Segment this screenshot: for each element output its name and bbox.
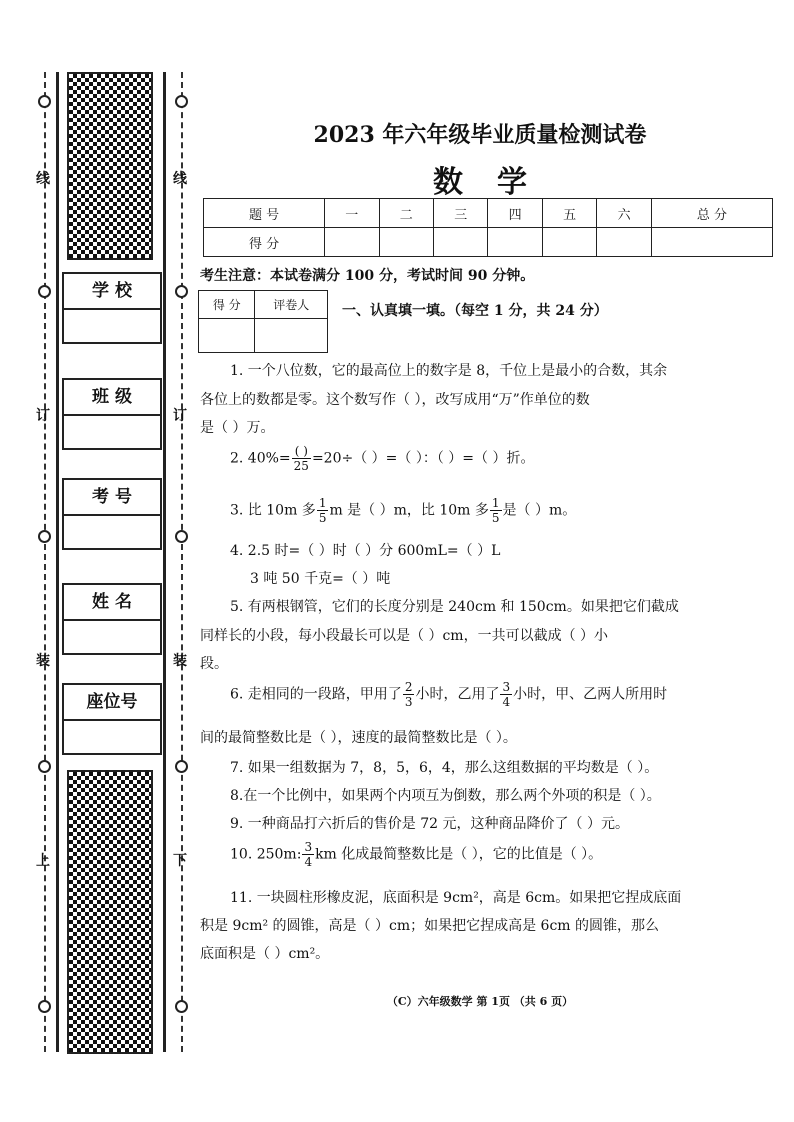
binding-line-outer bbox=[56, 72, 59, 1052]
fraction-denominator: 25 bbox=[293, 459, 309, 473]
question-2-suffix: =20÷（ ）=（ ）：（ ）=（ ）折。 bbox=[311, 450, 535, 467]
exam-number-field[interactable] bbox=[62, 478, 162, 550]
score-cell[interactable] bbox=[597, 228, 651, 257]
question-6-part-b: 小时，乙用了 bbox=[415, 686, 500, 703]
exam-title: 2023 年六年级毕业质量检测试卷 bbox=[313, 122, 647, 148]
grader-name-cell[interactable] bbox=[255, 319, 328, 353]
fraction-numerator: 3 bbox=[304, 840, 313, 854]
question-3 bbox=[230, 496, 576, 525]
binding-char-zhuang-left: 装 bbox=[36, 653, 50, 669]
question-4-line-1: 4. 2.5 时=（ ）时（ ）分 600mL=（ ）L bbox=[230, 543, 501, 559]
question-10-fraction bbox=[302, 840, 314, 869]
score-col-1: 一 bbox=[325, 199, 379, 228]
binding-ring bbox=[175, 1000, 188, 1013]
score-col-2: 二 bbox=[379, 199, 433, 228]
score-cell[interactable] bbox=[651, 228, 772, 257]
score-cell[interactable] bbox=[433, 228, 487, 257]
checker-pattern-top bbox=[67, 72, 153, 260]
score-col-4: 四 bbox=[488, 199, 542, 228]
question-3-fraction-2 bbox=[490, 496, 502, 525]
binding-char-ding-right: 订 bbox=[173, 408, 187, 424]
question-3-part-b: m 是（ ）m，比 10m 多 bbox=[329, 502, 489, 519]
binding-char-shang: 上 bbox=[36, 853, 50, 869]
seat-number-field[interactable] bbox=[62, 683, 162, 755]
binding-char-xia: 下 bbox=[173, 853, 187, 869]
question-6-part-c: 小时，甲、乙两人所用时 bbox=[513, 686, 668, 703]
fraction-denominator: 5 bbox=[318, 511, 327, 525]
question-5-line-1: 5. 有两根钢管，它们的长度分别是 240cm 和 150cm。如果把它们截成 bbox=[230, 599, 679, 615]
question-10-part-b: km 化成最简整数比是（ ），它的比值是（ ）。 bbox=[315, 846, 603, 863]
question-3-part-c: 是（ ）m。 bbox=[502, 502, 577, 519]
question-10-part-a: 10. 250m: bbox=[230, 846, 302, 863]
binding-char-ding-left: 订 bbox=[36, 408, 50, 424]
fraction-numerator: ( ) bbox=[292, 444, 311, 459]
fraction-numerator: 1 bbox=[491, 496, 500, 510]
binding-line-inner bbox=[163, 72, 166, 1052]
class-field[interactable] bbox=[62, 378, 162, 450]
score-cell[interactable] bbox=[488, 228, 542, 257]
score-col-total: 总 分 bbox=[651, 199, 772, 228]
binding-dash-right bbox=[181, 72, 183, 1052]
question-3-fraction-1 bbox=[317, 496, 329, 525]
score-col-6: 六 bbox=[597, 199, 651, 228]
grader-score-cell[interactable] bbox=[199, 319, 255, 353]
question-8: 8.在一个比例中，如果两个内项互为倒数，那么两个外项的积是（ ）。 bbox=[230, 788, 661, 804]
binding-dash-left bbox=[44, 72, 46, 1052]
question-1-line-2: 各位上的数都是零。这个数写作（ ），改写成用“万”作单位的数 bbox=[200, 392, 590, 408]
exam-notice: 考生注意：本试卷满分 100 分，考试时间 90 分钟。 bbox=[200, 268, 535, 284]
question-1-line-1: 1. 一个八位数，它的最高位上的数字是 8，千位上是最小的合数，其余 bbox=[230, 363, 668, 379]
name-field[interactable] bbox=[62, 583, 162, 655]
fraction-denominator: 3 bbox=[404, 695, 413, 709]
question-4-line-2: 3 吨 50 千克=（ ）吨 bbox=[250, 571, 391, 587]
binding-ring bbox=[175, 285, 188, 298]
fraction-numerator: 3 bbox=[502, 680, 511, 694]
binding-char-xian-left: 线 bbox=[36, 171, 50, 187]
score-col-label: 题 号 bbox=[204, 199, 325, 228]
fraction-numerator: 1 bbox=[318, 496, 327, 510]
question-5-line-3: 段。 bbox=[200, 656, 228, 672]
seat-number-blank[interactable] bbox=[64, 721, 160, 753]
fraction-numerator: 2 bbox=[404, 680, 413, 694]
question-1-line-3: 是（ ）万。 bbox=[200, 420, 275, 436]
question-11-line-3: 底面积是（ ）cm²。 bbox=[200, 946, 330, 962]
grader-table bbox=[198, 290, 328, 353]
score-table-header-row bbox=[204, 199, 773, 228]
subject-title: 数学 bbox=[433, 165, 561, 200]
binding-char-zhuang-right: 装 bbox=[173, 653, 187, 669]
binding-ring bbox=[38, 760, 51, 773]
question-9: 9. 一种商品打六折后的售价是 72 元，这种商品降价了（ ）元。 bbox=[230, 816, 629, 832]
seat-number-label: 座位号 bbox=[64, 685, 160, 721]
grader-score-label: 得 分 bbox=[199, 291, 255, 319]
name-label: 姓 名 bbox=[64, 585, 160, 621]
question-11-line-1: 11. 一块圆柱形橡皮泥，底面积是 9cm²，高是 6cm。如果把它捏成底面 bbox=[230, 890, 682, 906]
question-6-line-2: 间的最简整数比是（ ），速度的最简整数比是（ ）。 bbox=[200, 730, 517, 746]
school-label: 学 校 bbox=[64, 274, 160, 310]
binding-ring bbox=[38, 530, 51, 543]
exam-number-label: 考 号 bbox=[64, 480, 160, 516]
score-cell[interactable] bbox=[542, 228, 596, 257]
score-table-score-row bbox=[204, 228, 773, 257]
question-6-fraction-2 bbox=[500, 680, 512, 709]
fraction-denominator: 4 bbox=[304, 855, 313, 869]
score-table bbox=[203, 198, 773, 257]
binding-ring bbox=[38, 95, 51, 108]
question-11-line-2: 积是 9cm² 的圆锥，高是（ ）cm；如果把它捏成高是 6cm 的圆锥，那么 bbox=[200, 918, 660, 934]
name-blank[interactable] bbox=[64, 621, 160, 653]
fraction-denominator: 4 bbox=[502, 695, 511, 709]
grader-name-label: 评卷人 bbox=[255, 291, 328, 319]
question-6-part-a: 6. 走相同的一段路，甲用了 bbox=[230, 686, 402, 703]
question-2 bbox=[230, 444, 534, 473]
question-5-line-2: 同样长的小段，每小段最长可以是（ ）cm，一共可以截成（ ）小 bbox=[200, 628, 609, 644]
score-col-3: 三 bbox=[433, 199, 487, 228]
binding-ring bbox=[175, 760, 188, 773]
question-3-part-a: 3. 比 10m 多 bbox=[230, 502, 316, 519]
score-cell[interactable] bbox=[325, 228, 379, 257]
score-col-5: 五 bbox=[542, 199, 596, 228]
question-7: 7. 如果一组数据为 7，8，5，6，4，那么这组数据的平均数是（ ）。 bbox=[230, 760, 659, 776]
binding-ring bbox=[38, 1000, 51, 1013]
score-row-label: 得 分 bbox=[204, 228, 325, 257]
question-10 bbox=[230, 840, 602, 869]
question-6-fraction-1 bbox=[403, 680, 415, 709]
school-field[interactable] bbox=[62, 272, 162, 344]
class-blank[interactable] bbox=[64, 416, 160, 448]
binding-char-xian-right: 线 bbox=[173, 171, 187, 187]
exam-number-blank[interactable] bbox=[64, 516, 160, 548]
section-heading: 一、认真填一填。（每空 1 分，共 24 分） bbox=[342, 303, 608, 319]
binding-ring bbox=[175, 95, 188, 108]
fraction-denominator: 5 bbox=[491, 511, 500, 525]
binding-ring bbox=[38, 285, 51, 298]
score-cell[interactable] bbox=[379, 228, 433, 257]
school-blank[interactable] bbox=[64, 310, 160, 342]
question-6-line-1 bbox=[230, 680, 667, 709]
question-2-prefix: 2. 40%= bbox=[230, 450, 291, 467]
binding-ring bbox=[175, 530, 188, 543]
page-footer: （C）六年级数学 第 1页 （共 6 页） bbox=[386, 995, 574, 1008]
question-2-fraction bbox=[292, 444, 311, 473]
class-label: 班 级 bbox=[64, 380, 160, 416]
checker-pattern-bottom bbox=[67, 770, 153, 1054]
